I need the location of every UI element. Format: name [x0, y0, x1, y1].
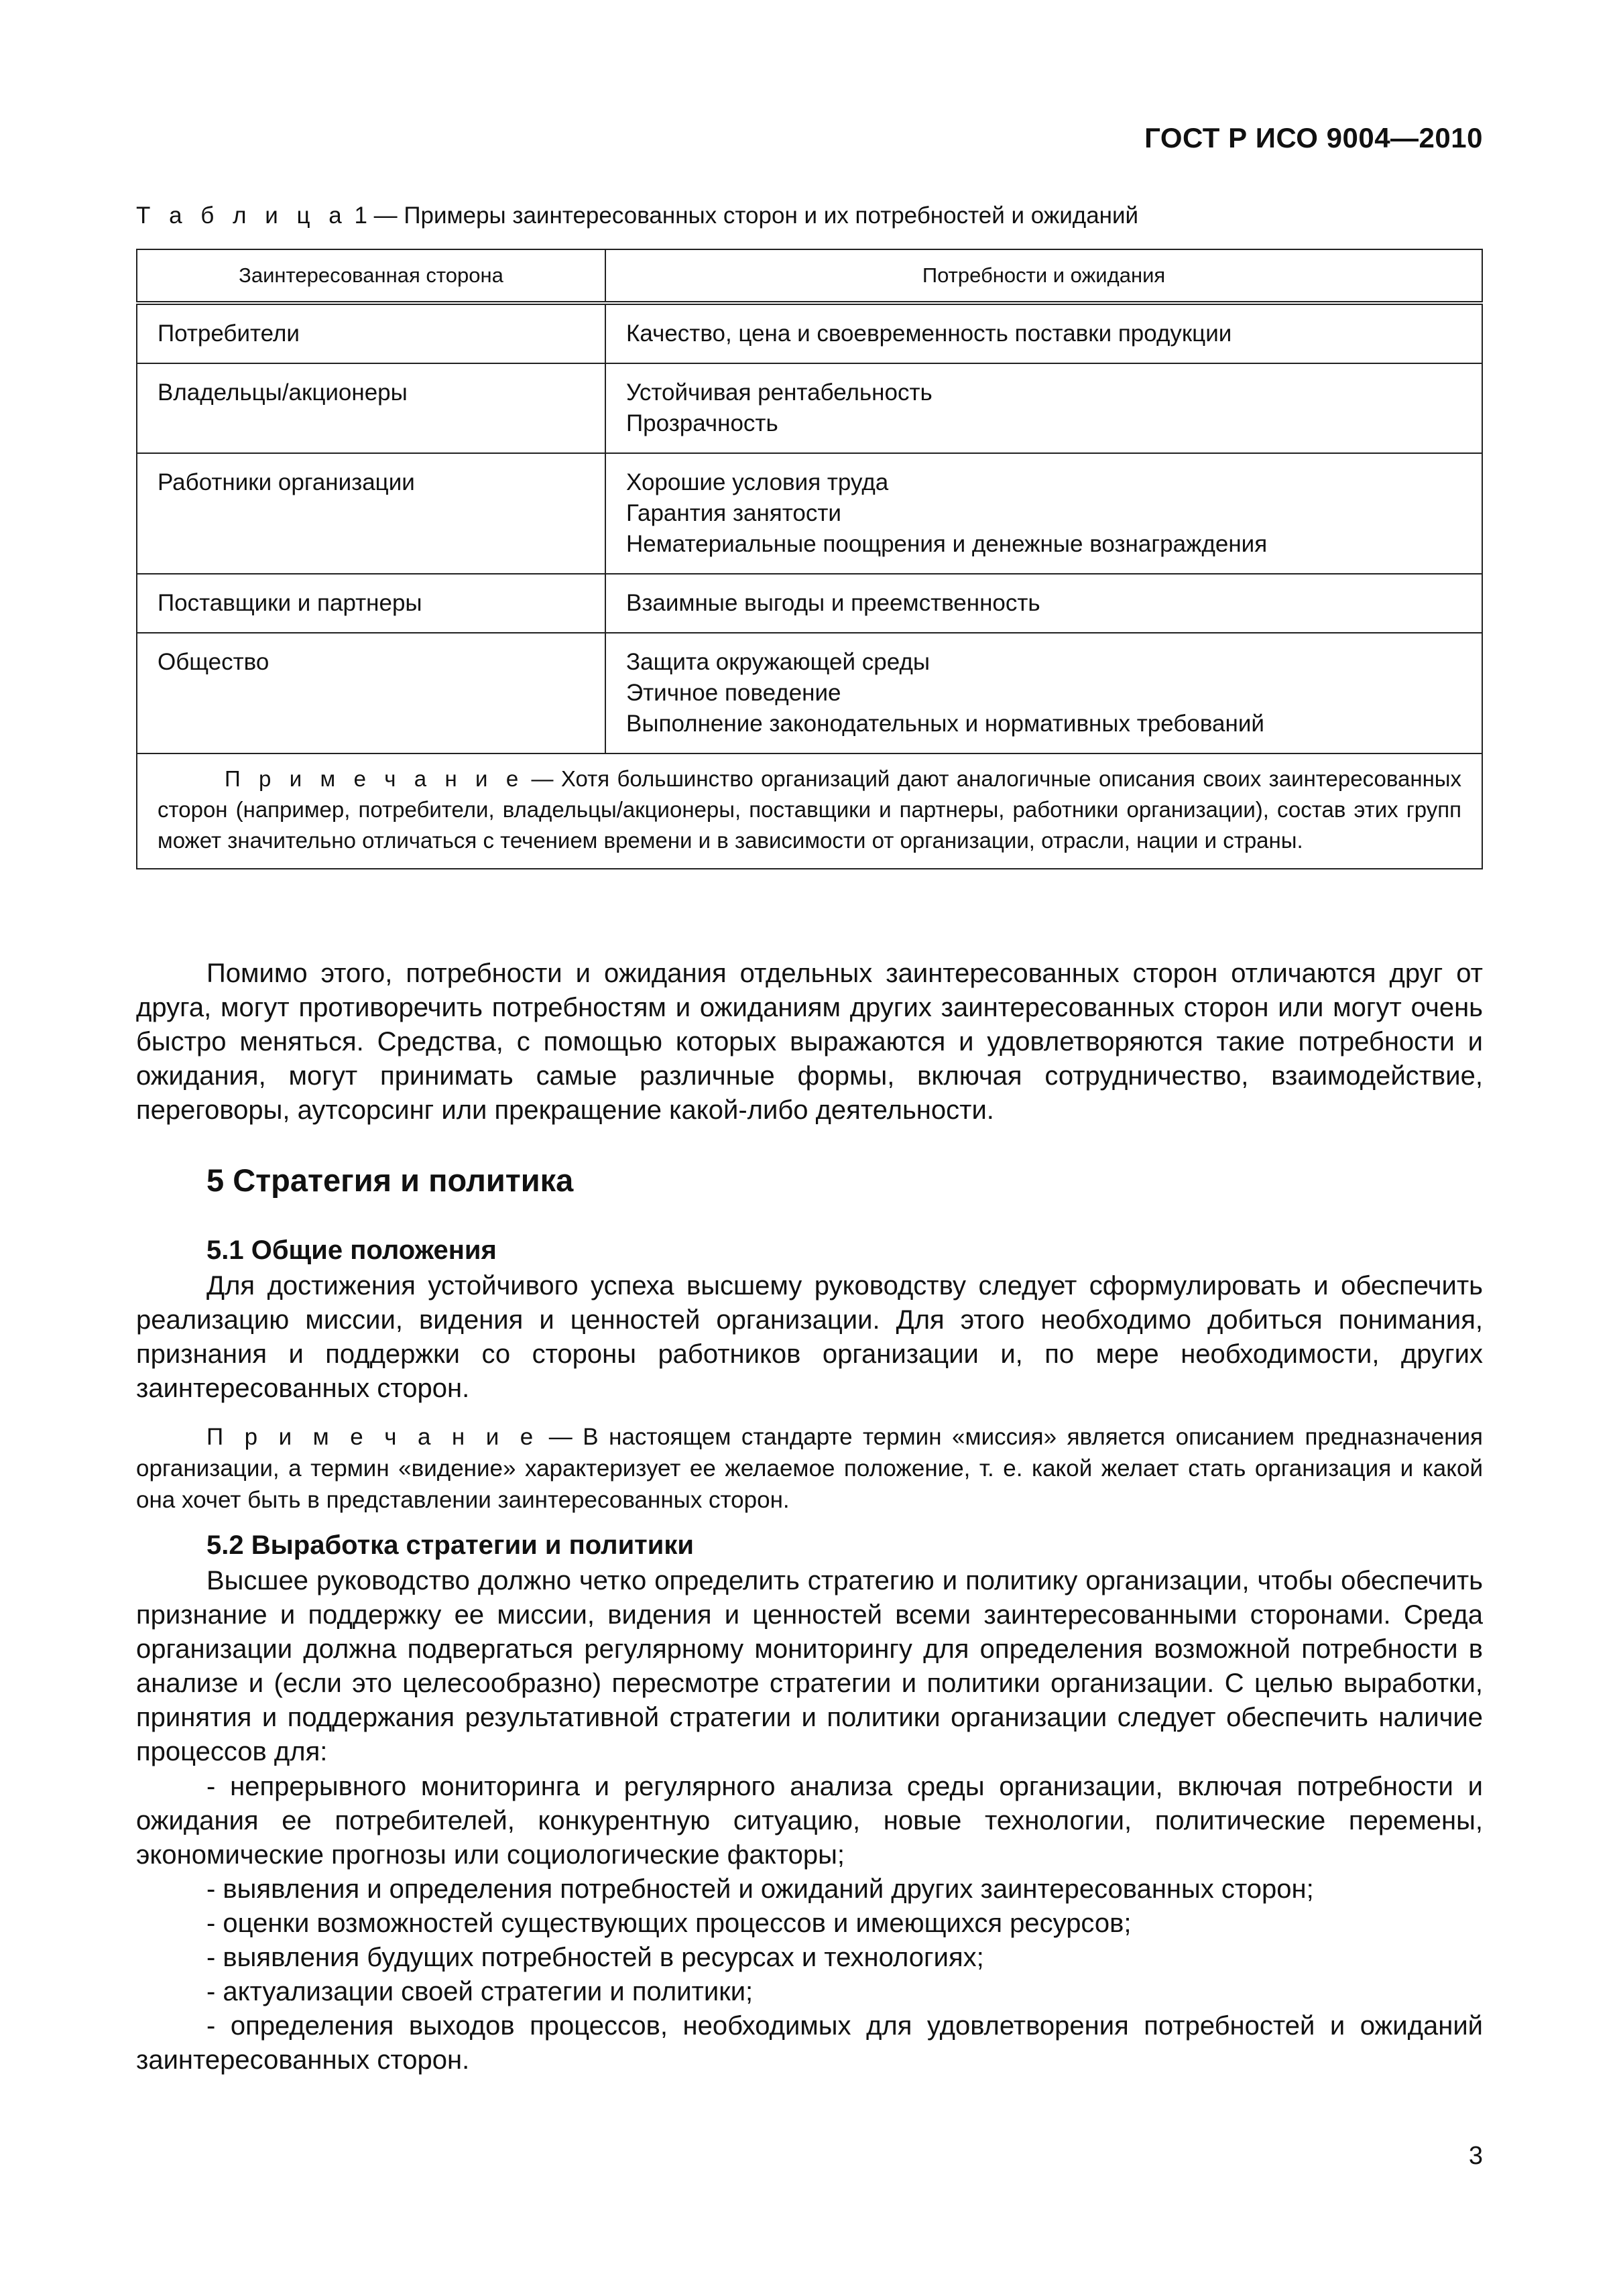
paragraph-text: Помимо этого, потребности и ожидания отдельных заинтересованных сторон отличаются друг от друга, могут противоречить потребностям и ожиданиям других заинтересованных сторон или могут очень быстро меняться. Средства, с помощью которых выражаются и удовлетворяются такие потребности и ожидания, могут принимать самые различные формы, включая сотрудничество, взаимодействие, переговоры, аутсорсинг или прекращение какой-либо деятельности. [136, 959, 1483, 1125]
needs-cell [605, 303, 1482, 363]
paragraph-5-2 [136, 1564, 1483, 1769]
note-5-1 [136, 1421, 1483, 1516]
need-item: Хорошие условия труда [626, 469, 889, 495]
list-item: - выявления и определения потребностей и ожиданий других заинтересованных сторон; [206, 1874, 1314, 1904]
page-number: 3 [1468, 2142, 1483, 2170]
need-item: Этичное поведение [626, 680, 841, 706]
table-note-label: П р и м е ч а н и е [225, 766, 524, 791]
table-row [137, 574, 1482, 633]
stakeholder-cell: Работники организации [137, 453, 605, 574]
subsection-title-5-2: 5.2 Выработка стратегии и политики [206, 1530, 694, 1560]
list-item: - актуализации своей стратегии и политики; [206, 1977, 754, 2006]
need-item: Взаимные выгоды и преемственность [626, 590, 1040, 616]
column-header-party: Заинтересованная сторона [137, 249, 605, 303]
paragraph-needs-differ [136, 957, 1483, 1128]
stakeholder-table [136, 249, 1483, 869]
document-header: ГОСТ Р ИСО 9004—2010 [1144, 122, 1483, 154]
list-item: - выявления будущих потребностей в ресурсах и технологиях; [206, 1943, 984, 1972]
table-note-text: — Хотя большинство организаций дают аналогичные описания своих заинтересованных сторон (например, потребители, владельцы/акционеры, поставщики и партнеры, работники организации), состав этих групп может значительно отличаться с течением времени и в зависимости от организации, отрасли, нации и страны. [158, 766, 1462, 853]
need-item: Нематериальные поощрения и денежные вознаграждения [626, 531, 1268, 557]
paragraph-5-1 [136, 1269, 1483, 1406]
column-header-needs: Потребности и ожидания [605, 249, 1482, 303]
table-caption-text: 1 — Примеры заинтересованных сторон и их потребностей и ожиданий [347, 202, 1139, 229]
table-note [137, 753, 1482, 869]
stakeholder-cell: Общество [137, 633, 605, 753]
table-caption [136, 202, 1138, 229]
needs-cell [605, 453, 1482, 574]
table-row [137, 303, 1482, 363]
list-item: - определения выходов процессов, необходимых для удовлетворения потребностей и ожиданий заинтересованных сторон. [136, 2011, 1483, 2075]
subsection-title-5-1: 5.1 Общие положения [206, 1235, 497, 1265]
need-item: Выполнение законодательных и нормативных требований [626, 711, 1264, 737]
stakeholder-cell: Потребители [137, 303, 605, 363]
paragraph-text: Высшее руководство должно четко определить стратегию и политику организации, чтобы обеспечить признание и поддержку ее миссии, видения и ценностей всеми заинтересованными сторонами. Среда организации должна подвергаться регулярному мониторингу для определения возможной потребности в анализе и (если это целесообразно) пересмотре стратегии и политики организации. С целью выработки, принятия и поддержания результативной стратегии и политики организации следует обеспечить наличие процессов для: [136, 1566, 1483, 1766]
table-note-row [137, 753, 1482, 869]
list-item: - непрерывного мониторинга и регулярного анализа среды организации, включая потребности и ожидания ее потребителей, конкурентную ситуацию, новые технологии, политические перемены, экономические прогнозы или социологические факторы; [136, 1772, 1483, 1870]
need-item: Гарантия занятости [626, 500, 841, 526]
process-list [136, 1770, 1483, 2077]
table-caption-label: Т а б л и ц а [136, 202, 348, 229]
need-item: Устойчивая рентабельность [626, 379, 933, 406]
note-label: П р и м е ч а н и е [206, 1424, 539, 1450]
needs-cell [605, 574, 1482, 633]
needs-cell [605, 633, 1482, 753]
table-row [137, 633, 1482, 753]
needs-cell [605, 363, 1482, 453]
list-item: - оценки возможностей существующих процессов и имеющихся ресурсов; [206, 1909, 1132, 1938]
table-header-row [137, 249, 1482, 303]
table-row [137, 363, 1482, 453]
paragraph-text: Для достижения устойчивого успеха высшему руководству следует сформулировать и обеспечить реализацию миссии, видения и ценностей организации. Для этого необходимо добиться понимания, признания и поддержки со стороны работников организации и, по мере необходимости, других заинтересованных сторон. [136, 1271, 1483, 1403]
need-item: Прозрачность [626, 410, 778, 436]
stakeholder-cell: Поставщики и партнеры [137, 574, 605, 633]
note-text: — В настоящем стандарте термин «миссия» является описанием предназначения организации, а термин «видение» характеризует ее желаемое положение, т. е. какой желает стать организация и какой она хочет быть в представлении заинтересованных сторон. [136, 1424, 1484, 1513]
table-row [137, 453, 1482, 574]
need-item: Защита окружающей среды [626, 649, 930, 675]
section-title: 5 Стратегия и политика [206, 1162, 574, 1198]
need-item: Качество, цена и своевременность поставки продукции [626, 320, 1232, 347]
stakeholder-cell: Владельцы/акционеры [137, 363, 605, 453]
